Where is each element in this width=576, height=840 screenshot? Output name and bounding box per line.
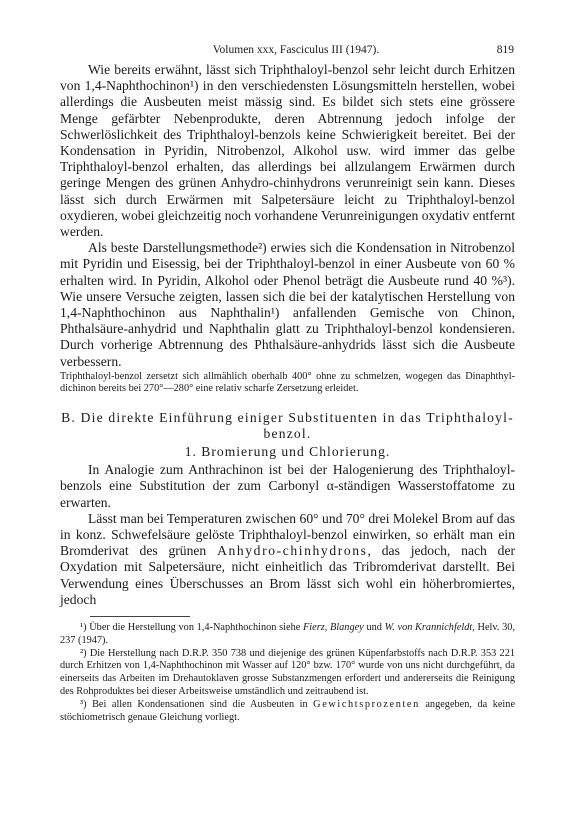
footnote-rule xyxy=(90,616,190,617)
footnote xyxy=(60,622,515,648)
footnote-text: angegeben, da keine stöchiometrisch genaue Gleichung vorliegt. xyxy=(60,698,516,723)
footnote-author: Fierz, Blangey xyxy=(303,622,364,634)
running-title: Volumen xxx, Fasciculus III (1947). xyxy=(212,44,380,56)
footnote-mark: ³) xyxy=(80,698,87,710)
spaced-term: Gewichtsprozenten xyxy=(313,698,420,710)
small-print-note: Triphthaloyl-benzol zersetzt sich allmählich oberhalb 400° ohne zu schmelzen, wogegen das Dinaphthyl-dichinon bereits bei 270°—280° eine relativ scharfe Zersetzung erleidet. xyxy=(60,370,515,395)
footnote-text: Über die Herstellung von 1,4-Naphthochinon siehe xyxy=(89,622,303,634)
footnote xyxy=(60,699,515,725)
footnote-text: Bei allen Kondensationen sind die Ausbeuten in xyxy=(92,698,314,710)
paragraph: Als beste Darstellungsmethode²) erwies sich die Kondensation in Nitrobenzol mit Pyridin und Eisessig, bei der Triphthaloyl-benzol in einer Ausbeute von 60 % erhalten wird. In Pyridin, Alkohol oder Phenol beträgt die Ausbeute rund 40 %³). Wie unsere Versuche zeigten, lassen sich die bei der katalytischen Herstellung von 1,4-Naphthochinon aus Naphthalin¹) anfallenden Gemische von Chinon, Phthalsäure-anhydrid und Naphthalin glatt zu Triphthaloyl-benzol kondensieren. Durch vorherige Abtrennung des Phthalsäure-anhydrids lässt sich die Ausbeute verbessern. xyxy=(60,240,515,369)
paragraph-text: , das jedoch, nach der Oxydation mit Salpetersäure, nicht einheitlich das Tribromderivat darstellt. Bei Verwendung eines Überschusses an Brom lässt sich wohl ein höherbromiertes, jedoch xyxy=(60,543,516,607)
page-number: 819 xyxy=(496,44,514,56)
footnote-text: Die Herstellung nach D.R.P. 350 738 und diejenige des grünen Küpenfarbstoffs nach D.R.P. 353 221 durch Erhitzen von 1,4-Naphthochinon mit Wasser auf 120° bzw. 170° wurde von uns nicht durchgeführt, da einerseits das Arbeiten im Drehautoklaven grosse Substanzmengen erfordert und andererseits die Reinigung des Rohproduktes bei dieser Arbeitsweise umständlich und zeitraubend ist. xyxy=(60,647,515,698)
footnote xyxy=(60,648,515,699)
paragraph-text: Lässt man bei Temperaturen zwischen 60° und 70° drei Molekel Brom auf das in konz. Schwefelsäure gelöste Triphthaloyl-benzol einwirken, so erhält man ein Bromderivat des grünen xyxy=(60,510,515,559)
footnote-author: W. von Krannichfeldt xyxy=(384,622,473,634)
paragraph: Wie bereits erwähnt, lässt sich Triphthaloyl-benzol sehr leicht durch Erhitzen von 1,4-Naphthochinon¹) in den verschiedensten Lösungsmitteln herstellen, wobei allerdings die Ausbeuten meist mässig sind. Es bildet sich stets eine grössere Menge gefärbter Nebenprodukte, deren Abtrennung jedoch infolge der Schwerlöslichkeit des Triphthaloyl-benzols keine Schwierigkeit bereitet. Bei der Kondensation in Pyridin, Nitrobenzol, Alkohol usw. wird immer das gelbe Triphthaloyl-benzol erhalten, das allerdings bei allzulangem Erwärmen durch geringe Mengen des grünen Anhydro-chinhydrons verunreinigt sein kann. Dieses lässt sich durch Erwärmen mit Salpetersäure leicht zu Triphthaloyl-benzol oxydieren, wobei gleichzeitig noch vorhandene Verunreinigungen oxydativ entfernt werden. xyxy=(60,62,515,240)
paragraph: In Analogie zum Anthrachinon ist bei der Halogenierung des Triphthaloyl-benzols eine Substitution der zum Carbonyl α-ständigen Wasserstoffatome zu erwarten. xyxy=(60,462,515,510)
footnote-mark: ¹) xyxy=(80,622,87,634)
spaced-term: Anhydro-chinhydrons xyxy=(217,543,368,559)
article-body xyxy=(60,62,515,724)
footnote-text: und xyxy=(363,622,385,634)
subsection-heading: 1. Bromierung und Chlorierung. xyxy=(184,444,391,460)
running-header xyxy=(78,44,514,60)
footnote-text: , Helv. 30, 237 (1947). xyxy=(60,622,516,646)
section-heading: B. Die direkte Einführung einiger Substituenten in das Triphthaloyl-benzol. xyxy=(61,410,514,442)
footnote-mark: ²) xyxy=(80,647,87,659)
paragraph xyxy=(60,511,515,608)
